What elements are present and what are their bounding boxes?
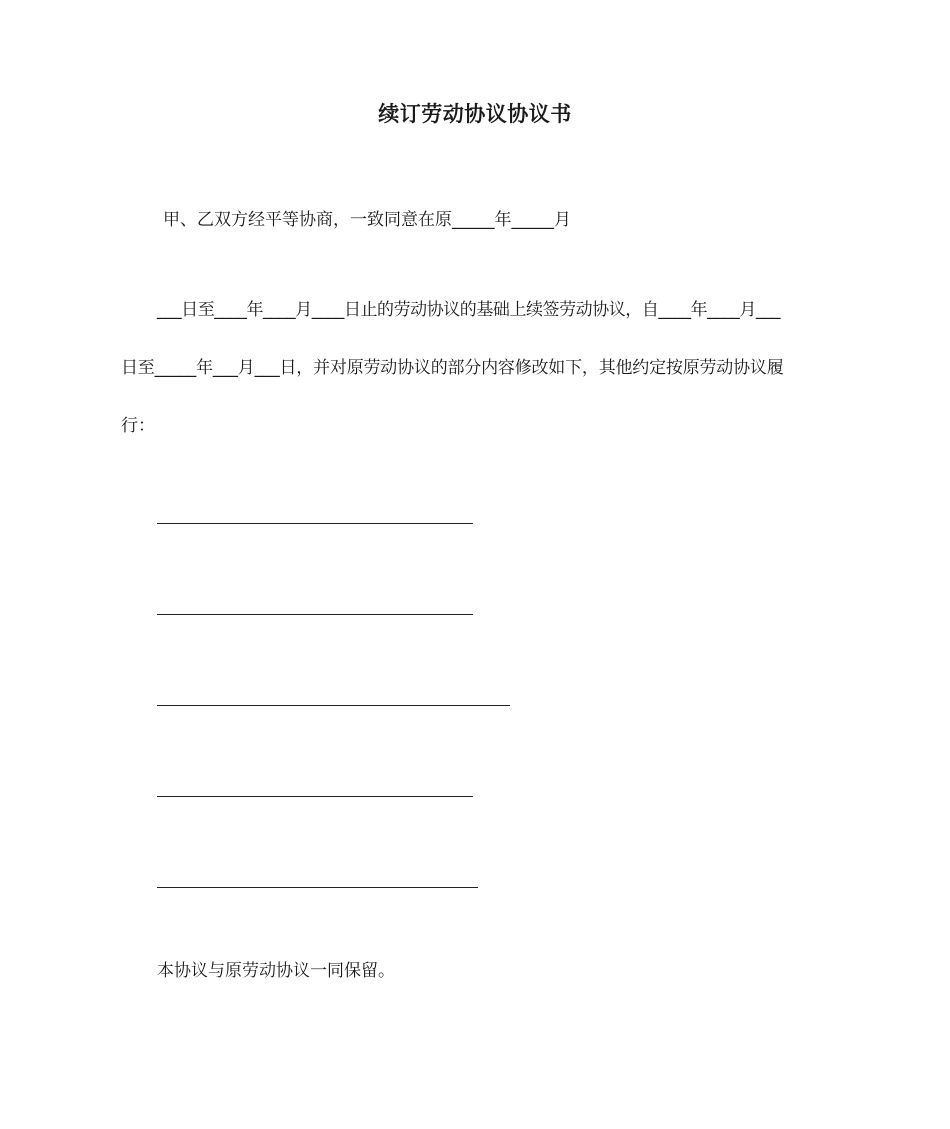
- document-title: 续订劳动协议协议书: [378, 102, 572, 126]
- closing-statement: 本协议与原劳动协议一同保留。: [157, 961, 395, 981]
- paragraph-2-line-1: ___日至____年____月____日止的劳动协议的基础上续签劳动协议，自____年____月___: [157, 300, 781, 320]
- fill-in-blank-line: [157, 614, 473, 615]
- paragraph-2-line-3: 行：: [121, 416, 155, 436]
- paragraph-1-line-1: 甲、乙双方经平等协商，一致同意在原_____年_____月: [163, 210, 571, 230]
- fill-in-blank-line: [157, 705, 510, 706]
- paragraph-2-line-2: 日至_____年___月___日，并对原劳动协议的部分内容修改如下，其他约定按原劳动协议履: [121, 358, 784, 378]
- fill-in-blank-line: [157, 887, 478, 888]
- fill-in-blank-line: [157, 523, 473, 524]
- fill-in-blank-line: [157, 796, 473, 797]
